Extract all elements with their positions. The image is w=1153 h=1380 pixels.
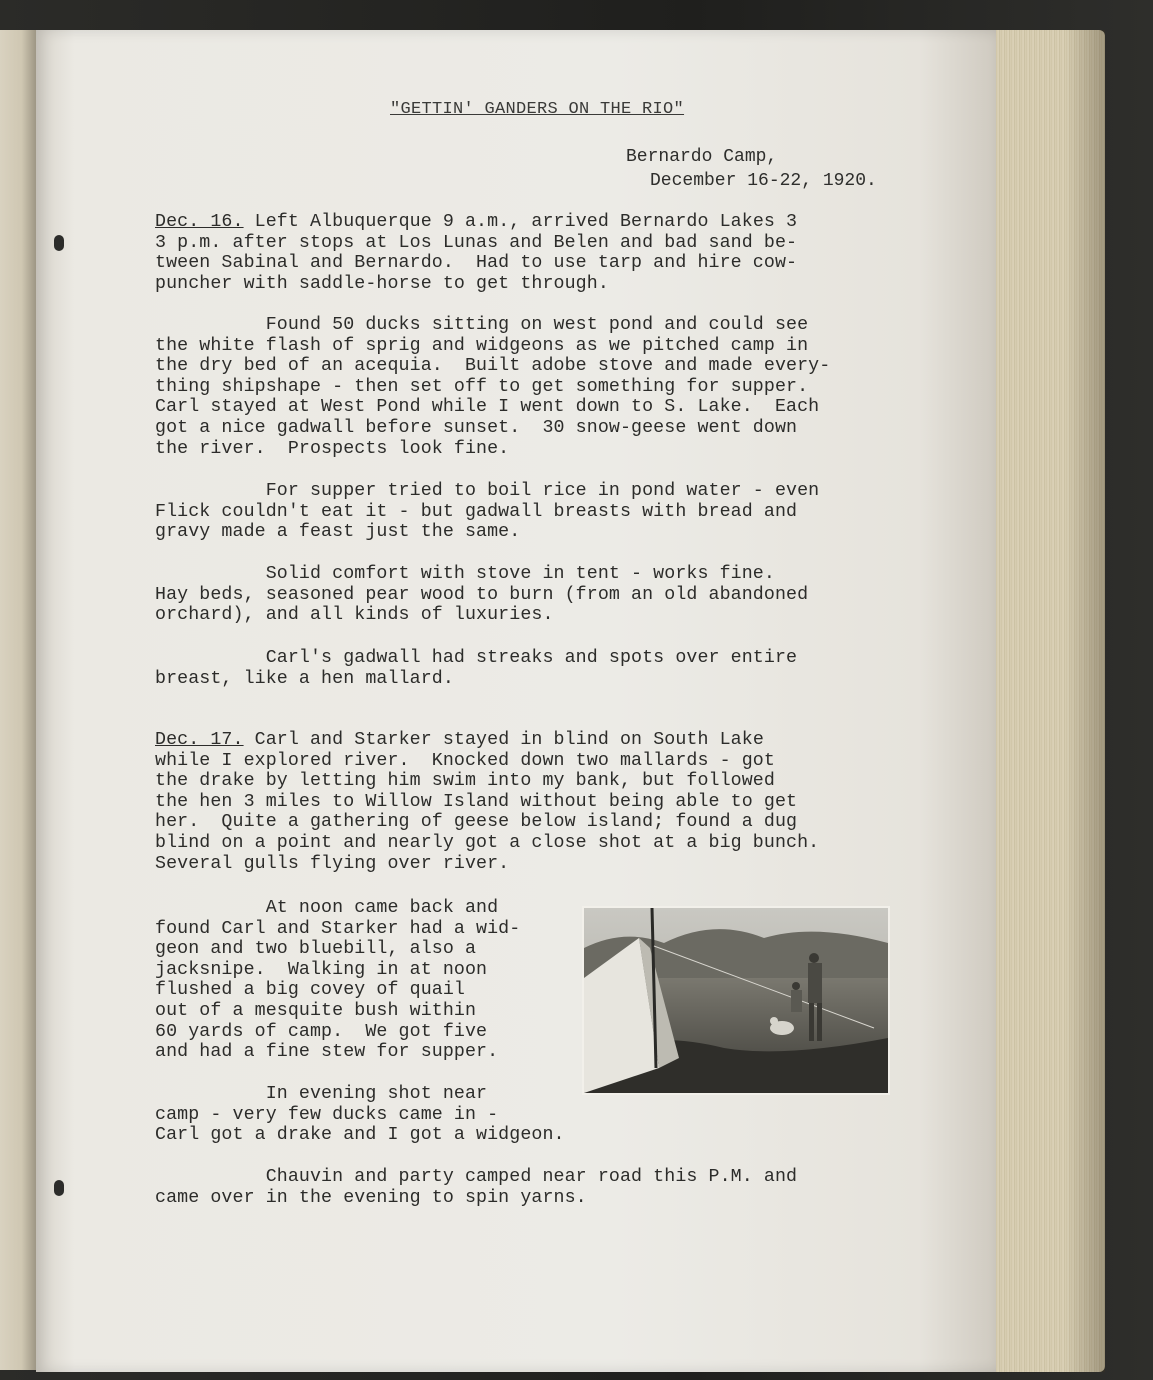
- date-range-line: December 16-22, 1920.: [650, 171, 877, 191]
- entry-text: 3 p.m. after stops at Los Lunas and Belen and bad sand be- tween Sabinal and Bernardo. Had to use tarp and hire cow- puncher with saddle-horse to get through.: [155, 232, 798, 294]
- entry-text: while I explored river. Knocked down two mallards - got the drake by letting him swim into my bank, but followed the hen 3 miles to Willow Island without being able to get her. Quite a gathering of geese below island; found a dug blind on a point and nearly got a close shot at a big bunch. Several gulls flying over river.: [155, 750, 820, 874]
- entry-date-label: Dec. 17.: [155, 730, 244, 750]
- entry-dec16-p4: Solid comfort with stove in tent - works fine. Hay beds, seasoned pear wood to burn (from an old abandoned orchard), and all kinds of luxuries.: [155, 564, 809, 626]
- dateline-block: [626, 145, 946, 193]
- binder-hole: [54, 235, 64, 251]
- entry-dec16-p3: For supper tried to boil rice in pond water - even Flick couldn't eat it - but gadwall breasts with bread and gravy made a feast just the same.: [155, 481, 820, 543]
- entry-dec17-p4: Chauvin and party camped near road this P.M. and came over in the evening to spin yarns.: [155, 1167, 798, 1208]
- entry-dec17-p2: At noon came back and found Carl and Starker had a wid- geon and two bluebill, also a jacksnipe. Walking in at noon flushed a big covey of quail out of a mesquite bush within 60 yards of camp. We got five and had a fine stew for supper.: [155, 898, 521, 1063]
- entry-dec16-p1: [155, 212, 925, 294]
- camp-photograph: [582, 906, 890, 1095]
- page-title: "GETTIN' GANDERS ON THE RIO": [390, 100, 685, 119]
- entry-text: Carl and Starker stayed in blind on South Lake: [243, 730, 764, 750]
- entry-date-label: Dec. 16.: [155, 212, 244, 232]
- entry-dec17-p3: In evening shot near camp - very few ducks came in - Carl got a drake and I got a widgeon.: [155, 1084, 565, 1146]
- binder-hole: [54, 1180, 64, 1196]
- entry-dec16-p2: Found 50 ducks sitting on west pond and could see the white flash of sprig and widgeons as we pitched camp in the dry bed of an acequia. Built adobe stove and made every- thing shipshape - then set off to get something for supper. Carl stayed at West Pond while I went down to S. Lake. Each got a nice gadwall before sunset. 30 snow-geese went down the river. Prospects look fine.: [155, 315, 831, 459]
- photo-scene: [584, 908, 888, 1093]
- entry-dec17-p1: [155, 730, 925, 874]
- entry-dec16-p5: Carl's gadwall had streaks and spots over entire breast, like a hen mallard.: [155, 648, 798, 689]
- entry-text: Left Albuquerque 9 a.m., arrived Bernardo Lakes 3: [243, 212, 798, 232]
- facing-page-edge: [0, 30, 36, 1370]
- location-line: Bernardo Camp,: [626, 147, 778, 167]
